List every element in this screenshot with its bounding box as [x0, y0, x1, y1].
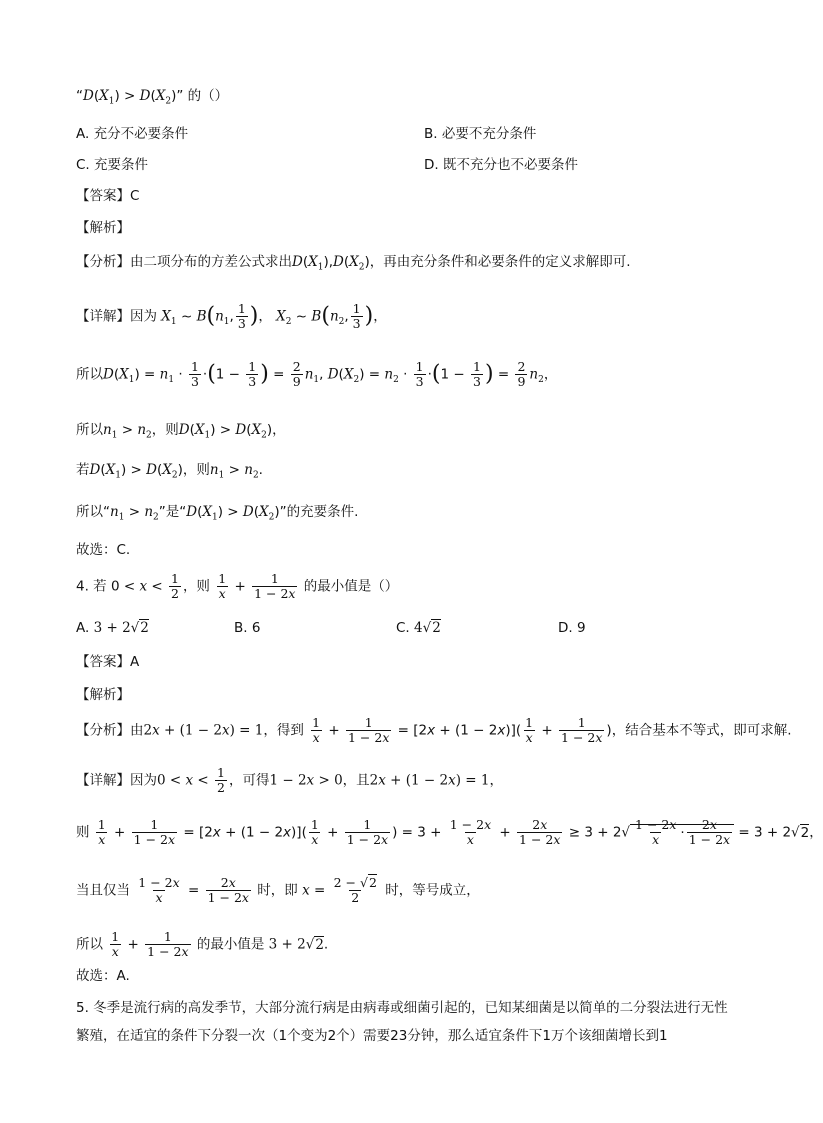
- q3-conclusion: 故选：C.: [76, 542, 131, 558]
- q3-option-d: D. 既不充分也不必要条件: [424, 157, 578, 173]
- q3-stem-end: “$D(X_1) > D(X_2)$” 的（）: [76, 88, 229, 107]
- q4-detail-line-4: 所以 $\frac{1}{x}$ + $\frac{1}{1 - 2x}$ 的最小值是 3 + 2√2.: [76, 929, 329, 959]
- q3-option-c: C. 充要条件: [76, 157, 149, 173]
- q3-detail-line-4: 若$D(X_1) > D(X_2)$，则$n_1 > n_2$.: [76, 462, 263, 481]
- q3-detail-line-1: 【详解】因为 $X_1$ ~ $B(n_1$, $\frac{1}{3}$ )， $X_2$ ~ $B(n_2$, $\frac{1}{3}$ )，: [76, 301, 387, 331]
- q4-option-c: C. 4√2: [396, 620, 441, 636]
- q4-option-b: B. 6: [234, 620, 261, 636]
- q3-detail-line-5: 所以“$n_1 > n_2$”是“$D(X_1) > D(X_2)$”的充要条件.: [76, 504, 359, 523]
- q3-option-b: B. 必要不充分条件: [424, 126, 537, 142]
- q3-answer: 【答案】C: [76, 188, 140, 204]
- q4-option-a: A. 3 + 2√2: [76, 620, 149, 636]
- q3-option-a: A. 充分不必要条件: [76, 126, 189, 142]
- q4-analysis-heading: 【解析】: [76, 687, 130, 703]
- q4-conclusion: 故选：A.: [76, 968, 130, 984]
- q3-analysis-text: 【分析】由二项分布的方差公式求出$D(X_1),D(X_2)$，再由充分条件和必要条件的定义求解即可.: [76, 254, 631, 273]
- q4-option-d: D. 9: [558, 620, 586, 636]
- q4-stem: 4. 若 0 < x < $\frac{1}{2}$ ，则 $\frac{1}{x}$ + $\frac{1}{1 - 2x}$ 的最小值是（）: [76, 571, 399, 601]
- q3-detail-line-3: 所以$n_1 > n_2$，则$D(X_1) > D(X_2)$，: [76, 422, 286, 441]
- q5-stem: 5. 冬季是流行病的高发季节，大部分流行病是由病毒或细菌引起的，已知某细菌是以简单的二分裂法进行无性繁殖，在适宜的条件下分裂一次（1个变为2个）需要23分钟，那么适宜条件下1万个该细菌增长到1: [76, 1000, 728, 1044]
- q4-detail-line-2: 则 $\frac{1}{x}$ + $\frac{1}{1 - 2x}$ = [2x + (1 − 2x)]( $\frac{1}{x}$ + $\frac{1}{1 - 2x}$ ) = 3 + $\frac{1 - 2x}{x}$ + $\frac{2x}{1 - 2x}$ ≥ 3 + 2√ $\frac{1 - 2x}{x}$ · $\frac{2x}{1 - 2x}$ = 3 + 2√2，: [76, 817, 823, 847]
- q3-detail-line-2: 所以$D(X_1) = n_1$ · $\frac{1}{3}$ ·(1 − $\frac{1}{3}$ ) = $\frac{2}{9}$ $n_1$, $D(X_2) = n_2$ · $\frac{1}{3}$ ·(1 − $\frac{1}{3}$ ) = $\frac{2}{9}$ $n_2$，: [76, 359, 558, 389]
- q4-answer: 【答案】A: [76, 654, 140, 670]
- q4-analysis-text: 【分析】由2x + (1 − 2x) = 1，得到 $\frac{1}{x}$ + $\frac{1}{1 - 2x}$ = [2x + (1 − 2x)]( $\frac{1}{x}$ + $\frac{1}{1 - 2x}$ )，结合基本不等式，即可求解.: [76, 715, 792, 745]
- q3-analysis-heading: 【解析】: [76, 220, 130, 236]
- q4-detail-line-1: 【详解】因为0 < x < $\frac{1}{2}$ ，可得1 − 2x > 0，且2x + (1 − 2x) = 1，: [76, 765, 503, 795]
- q4-detail-line-3: 当且仅当 $\frac{1 - 2x}{x}$ = $\frac{2x}{1 - 2x}$ 时，即 x = $\frac{2 - √2}{2}$ 时，等号成立，: [76, 875, 480, 905]
